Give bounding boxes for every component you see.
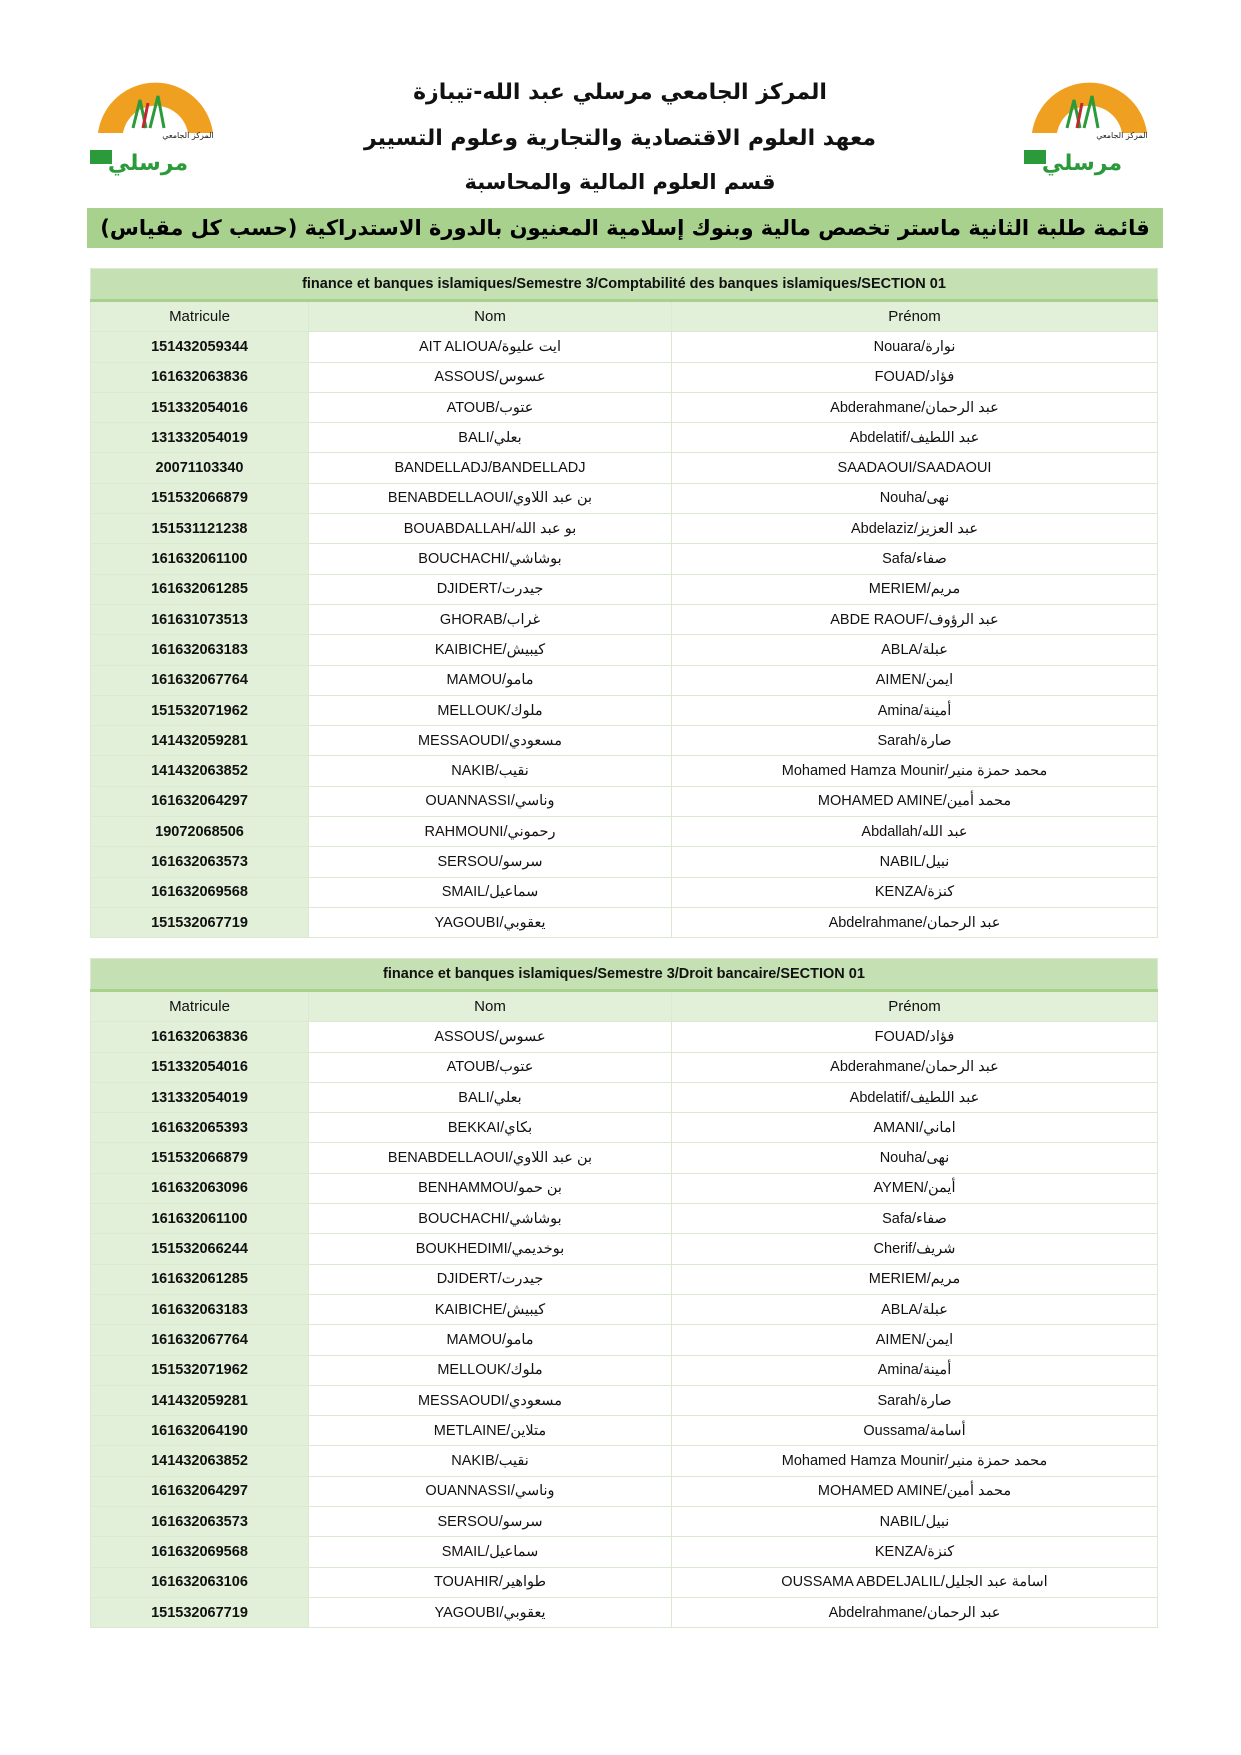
list-title-banner: قائمة طلبة الثانية ماستر تخصص مالية وبنوك إسلامية المعنيون بالدورة الاستدراكية (حسب كل مقياس) [87, 208, 1163, 248]
nom-cell: BOUKHEDIMI/بوخديمي [309, 1234, 672, 1264]
prenom-cell: Abdelatif/عبد اللطيف [672, 1082, 1158, 1112]
nom-cell: SERSOU/سرسو [309, 1507, 672, 1537]
matricule-cell: 151332054016 [91, 392, 309, 422]
nom-cell: AIT ALIOUA/ايت عليوة [309, 332, 672, 362]
nom-cell: SERSOU/سرسو [309, 847, 672, 877]
table-row [91, 1022, 1158, 1052]
table-row [91, 726, 1158, 756]
prenom-cell: AYMEN/أيمن [672, 1173, 1158, 1203]
prenom-cell: Amina/أمينة [672, 695, 1158, 725]
nom-cell: MELLOUK/ملوك [309, 695, 672, 725]
table-row [91, 1173, 1158, 1203]
matricule-cell: 151532067719 [91, 1597, 309, 1627]
prenom-cell: FOUAD/فؤاد [672, 362, 1158, 392]
table-row [91, 1204, 1158, 1234]
table-row [91, 1294, 1158, 1324]
section-title: finance et banques islamiques/Semestre 3/Droit bancaire/SECTION 01 [91, 959, 1158, 991]
students-table-droit-bancaire [90, 958, 1158, 1628]
svg-text:مرسلي: مرسلي [1041, 151, 1123, 176]
svg-text:المركز الجامعي: المركز الجامعي [162, 131, 214, 140]
prenom-cell: ABLA/عبلة [672, 1294, 1158, 1324]
nom-cell: SMAIL/سماعيل [309, 877, 672, 907]
nom-cell: OUANNASSI/وناسي [309, 786, 672, 816]
table-row [91, 1325, 1158, 1355]
matricule-cell: 151532066244 [91, 1234, 309, 1264]
prenom-cell: Abdelatif/عبد اللطيف [672, 423, 1158, 453]
matricule-cell: 161632067764 [91, 665, 309, 695]
nom-cell: DJIDERT/جيدرت [309, 1264, 672, 1294]
prenom-cell: Sarah/صارة [672, 726, 1158, 756]
nom-cell: ATOUB/عتوب [309, 1052, 672, 1082]
table-row [91, 817, 1158, 847]
nom-cell: BOUCHACHI/بوشاشي [309, 1204, 672, 1234]
column-header: Matricule [91, 301, 309, 332]
university-logo-left [88, 58, 223, 178]
prenom-cell: OUSSAMA ABDELJALIL/اسامة عبد الجليل [672, 1567, 1158, 1597]
prenom-cell: Mohamed Hamza Mounir/محمد حمزة منير [672, 1446, 1158, 1476]
nom-cell: BOUCHACHI/بوشاشي [309, 544, 672, 574]
prenom-cell: MERIEM/مريم [672, 574, 1158, 604]
matricule-cell: 131332054019 [91, 1082, 309, 1112]
matricule-cell: 151531121238 [91, 514, 309, 544]
table-row [91, 1597, 1158, 1627]
matricule-cell: 161632061100 [91, 1204, 309, 1234]
prenom-cell: Oussama/أسامة [672, 1416, 1158, 1446]
prenom-cell: Cherif/شريف [672, 1234, 1158, 1264]
nom-cell: OUANNASSI/وناسي [309, 1476, 672, 1506]
column-header: Nom [309, 301, 672, 332]
svg-text:المركز الجامعي: المركز الجامعي [1096, 131, 1148, 140]
nom-cell: YAGOUBI/يعقوبي [309, 907, 672, 937]
table-row [91, 1355, 1158, 1385]
nom-cell: BOUABDALLAH/بو عبد الله [309, 514, 672, 544]
matricule-cell: 161632063573 [91, 1507, 309, 1537]
nom-cell: MESSAOUDI/مسعودي [309, 1385, 672, 1415]
table-row [91, 1567, 1158, 1597]
column-header: Prénom [672, 991, 1158, 1022]
matricule-cell: 161632065393 [91, 1113, 309, 1143]
table-row [91, 1143, 1158, 1173]
svg-text:مرسلي: مرسلي [107, 151, 189, 176]
section-title: finance et banques islamiques/Semestre 3/Comptabilité des banques islamiques/SECTION 01 [91, 269, 1158, 301]
matricule-cell: 161632069568 [91, 877, 309, 907]
matricule-cell: 161631073513 [91, 604, 309, 634]
nom-cell: BENABDELLAOUI/بن عبد اللاوي [309, 483, 672, 513]
matricule-cell: 141432063852 [91, 1446, 309, 1476]
table-row [91, 1052, 1158, 1082]
prenom-cell: Sarah/صارة [672, 1385, 1158, 1415]
matricule-cell: 131332054019 [91, 423, 309, 453]
table-row [91, 1446, 1158, 1476]
prenom-cell: Abdelrahmane/عبد الرحمان [672, 1597, 1158, 1627]
table-row [91, 514, 1158, 544]
nom-cell: NAKIB/نقيب [309, 1446, 672, 1476]
matricule-cell: 161632061285 [91, 574, 309, 604]
prenom-cell: NABIL/نبيل [672, 1507, 1158, 1537]
matricule-cell: 151532066879 [91, 1143, 309, 1173]
prenom-cell: Abderahmane/عبد الرحمان [672, 1052, 1158, 1082]
nom-cell: MAMOU/مامو [309, 665, 672, 695]
table-row [91, 1082, 1158, 1112]
nom-cell: KAIBICHE/كيبيش [309, 635, 672, 665]
nom-cell: BEKKAI/بكاي [309, 1113, 672, 1143]
prenom-cell: MERIEM/مريم [672, 1264, 1158, 1294]
matricule-cell: 161632063573 [91, 847, 309, 877]
table-row [91, 1476, 1158, 1506]
table-row [91, 1234, 1158, 1264]
nom-cell: GHORAB/غراب [309, 604, 672, 634]
matricule-cell: 161632064297 [91, 786, 309, 816]
matricule-cell: 141432059281 [91, 726, 309, 756]
prenom-cell: Abdelaziz/عبد العزيز [672, 514, 1158, 544]
nom-cell: YAGOUBI/يعقوبي [309, 1597, 672, 1627]
table-row [91, 604, 1158, 634]
matricule-cell: 19072068506 [91, 817, 309, 847]
column-header: Nom [309, 991, 672, 1022]
matricule-cell: 161632063183 [91, 635, 309, 665]
table-row [91, 1416, 1158, 1446]
nom-cell: BENABDELLAOUI/بن عبد اللاوي [309, 1143, 672, 1173]
nom-cell: ASSOUS/عسوس [309, 362, 672, 392]
students-table-comptabilite [90, 268, 1158, 938]
prenom-cell: SAADAOUI/SAADAOUI [672, 453, 1158, 483]
table-row [91, 1113, 1158, 1143]
matricule-cell: 151532071962 [91, 1355, 309, 1385]
prenom-cell: ABLA/عبلة [672, 635, 1158, 665]
nom-cell: ASSOUS/عسوس [309, 1022, 672, 1052]
table-row [91, 332, 1158, 362]
nom-cell: NAKIB/نقيب [309, 756, 672, 786]
nom-cell: BENHAMMOU/بن حمو [309, 1173, 672, 1203]
nom-cell: BANDELLADJ/BANDELLADJ [309, 453, 672, 483]
table-row [91, 392, 1158, 422]
table-row [91, 907, 1158, 937]
prenom-cell: ABDE RAOUF/عبد الرؤوف [672, 604, 1158, 634]
table-row [91, 847, 1158, 877]
table-row [91, 786, 1158, 816]
prenom-cell: KENZA/كنزة [672, 877, 1158, 907]
table-row [91, 1537, 1158, 1567]
prenom-cell: Abdallah/عبد الله [672, 817, 1158, 847]
section-header-row [91, 269, 1158, 301]
matricule-cell: 151532067719 [91, 907, 309, 937]
prenom-cell: KENZA/كنزة [672, 1537, 1158, 1567]
prenom-cell: AMANI/اماني [672, 1113, 1158, 1143]
table-row [91, 1385, 1158, 1415]
university-logo-right [1022, 58, 1157, 178]
prenom-cell: Amina/أمينة [672, 1355, 1158, 1385]
matricule-cell: 151332054016 [91, 1052, 309, 1082]
matricule-cell: 141432059281 [91, 1385, 309, 1415]
nom-cell: METLAINE/متلاين [309, 1416, 672, 1446]
university-name: المركز الجامعي مرسلي عبد الله-تيبازة [413, 80, 827, 105]
prenom-cell: Abderahmane/عبد الرحمان [672, 392, 1158, 422]
nom-cell: MESSAOUDI/مسعودي [309, 726, 672, 756]
nom-cell: DJIDERT/جيدرت [309, 574, 672, 604]
table-row [91, 574, 1158, 604]
table-row [91, 695, 1158, 725]
table-row [91, 1264, 1158, 1294]
nom-cell: RAHMOUNI/رحموني [309, 817, 672, 847]
table-row [91, 635, 1158, 665]
matricule-cell: 20071103340 [91, 453, 309, 483]
table-row [91, 1507, 1158, 1537]
department-name: قسم العلوم المالية والمحاسبة [464, 170, 776, 194]
nom-cell: BALI/بعلي [309, 423, 672, 453]
matricule-cell: 161632067764 [91, 1325, 309, 1355]
table-row [91, 453, 1158, 483]
nom-cell: BALI/بعلي [309, 1082, 672, 1112]
table-row [91, 877, 1158, 907]
matricule-cell: 161632061285 [91, 1264, 309, 1294]
table-row [91, 665, 1158, 695]
matricule-cell: 161632064190 [91, 1416, 309, 1446]
prenom-cell: Nouara/نوارة [672, 332, 1158, 362]
table-row [91, 544, 1158, 574]
prenom-cell: Abdelrahmane/عبد الرحمان [672, 907, 1158, 937]
prenom-cell: MOHAMED AMINE/محمد أمين [672, 786, 1158, 816]
nom-cell: MELLOUK/ملوك [309, 1355, 672, 1385]
matricule-cell: 151432059344 [91, 332, 309, 362]
nom-cell: KAIBICHE/كيبيش [309, 1294, 672, 1324]
table-row [91, 756, 1158, 786]
matricule-cell: 161632063183 [91, 1294, 309, 1324]
prenom-cell: Mohamed Hamza Mounir/محمد حمزة منير [672, 756, 1158, 786]
section-header-row [91, 959, 1158, 991]
column-header-row [91, 991, 1158, 1022]
column-header: Prénom [672, 301, 1158, 332]
prenom-cell: Nouha/نهى [672, 1143, 1158, 1173]
prenom-cell: MOHAMED AMINE/محمد أمين [672, 1476, 1158, 1506]
nom-cell: SMAIL/سماعيل [309, 1537, 672, 1567]
matricule-cell: 161632064297 [91, 1476, 309, 1506]
column-header: Matricule [91, 991, 309, 1022]
prenom-cell: Safa/صفاء [672, 544, 1158, 574]
column-header-row [91, 301, 1158, 332]
matricule-cell: 151532071962 [91, 695, 309, 725]
prenom-cell: Nouha/نهى [672, 483, 1158, 513]
prenom-cell: Safa/صفاء [672, 1204, 1158, 1234]
nom-cell: MAMOU/مامو [309, 1325, 672, 1355]
prenom-cell: AIMEN/ايمن [672, 665, 1158, 695]
matricule-cell: 151532066879 [91, 483, 309, 513]
matricule-cell: 161632069568 [91, 1537, 309, 1567]
table-row [91, 362, 1158, 392]
nom-cell: ATOUB/عتوب [309, 392, 672, 422]
institute-name: معهد العلوم الاقتصادية والتجارية وعلوم التسيير [363, 126, 877, 151]
matricule-cell: 161632061100 [91, 544, 309, 574]
prenom-cell: FOUAD/فؤاد [672, 1022, 1158, 1052]
prenom-cell: NABIL/نبيل [672, 847, 1158, 877]
nom-cell: TOUAHIR/طواهير [309, 1567, 672, 1597]
table-row [91, 423, 1158, 453]
prenom-cell: AIMEN/ايمن [672, 1325, 1158, 1355]
table-row [91, 483, 1158, 513]
matricule-cell: 161632063106 [91, 1567, 309, 1597]
matricule-cell: 161632063836 [91, 362, 309, 392]
matricule-cell: 141432063852 [91, 756, 309, 786]
matricule-cell: 161632063836 [91, 1022, 309, 1052]
matricule-cell: 161632063096 [91, 1173, 309, 1203]
